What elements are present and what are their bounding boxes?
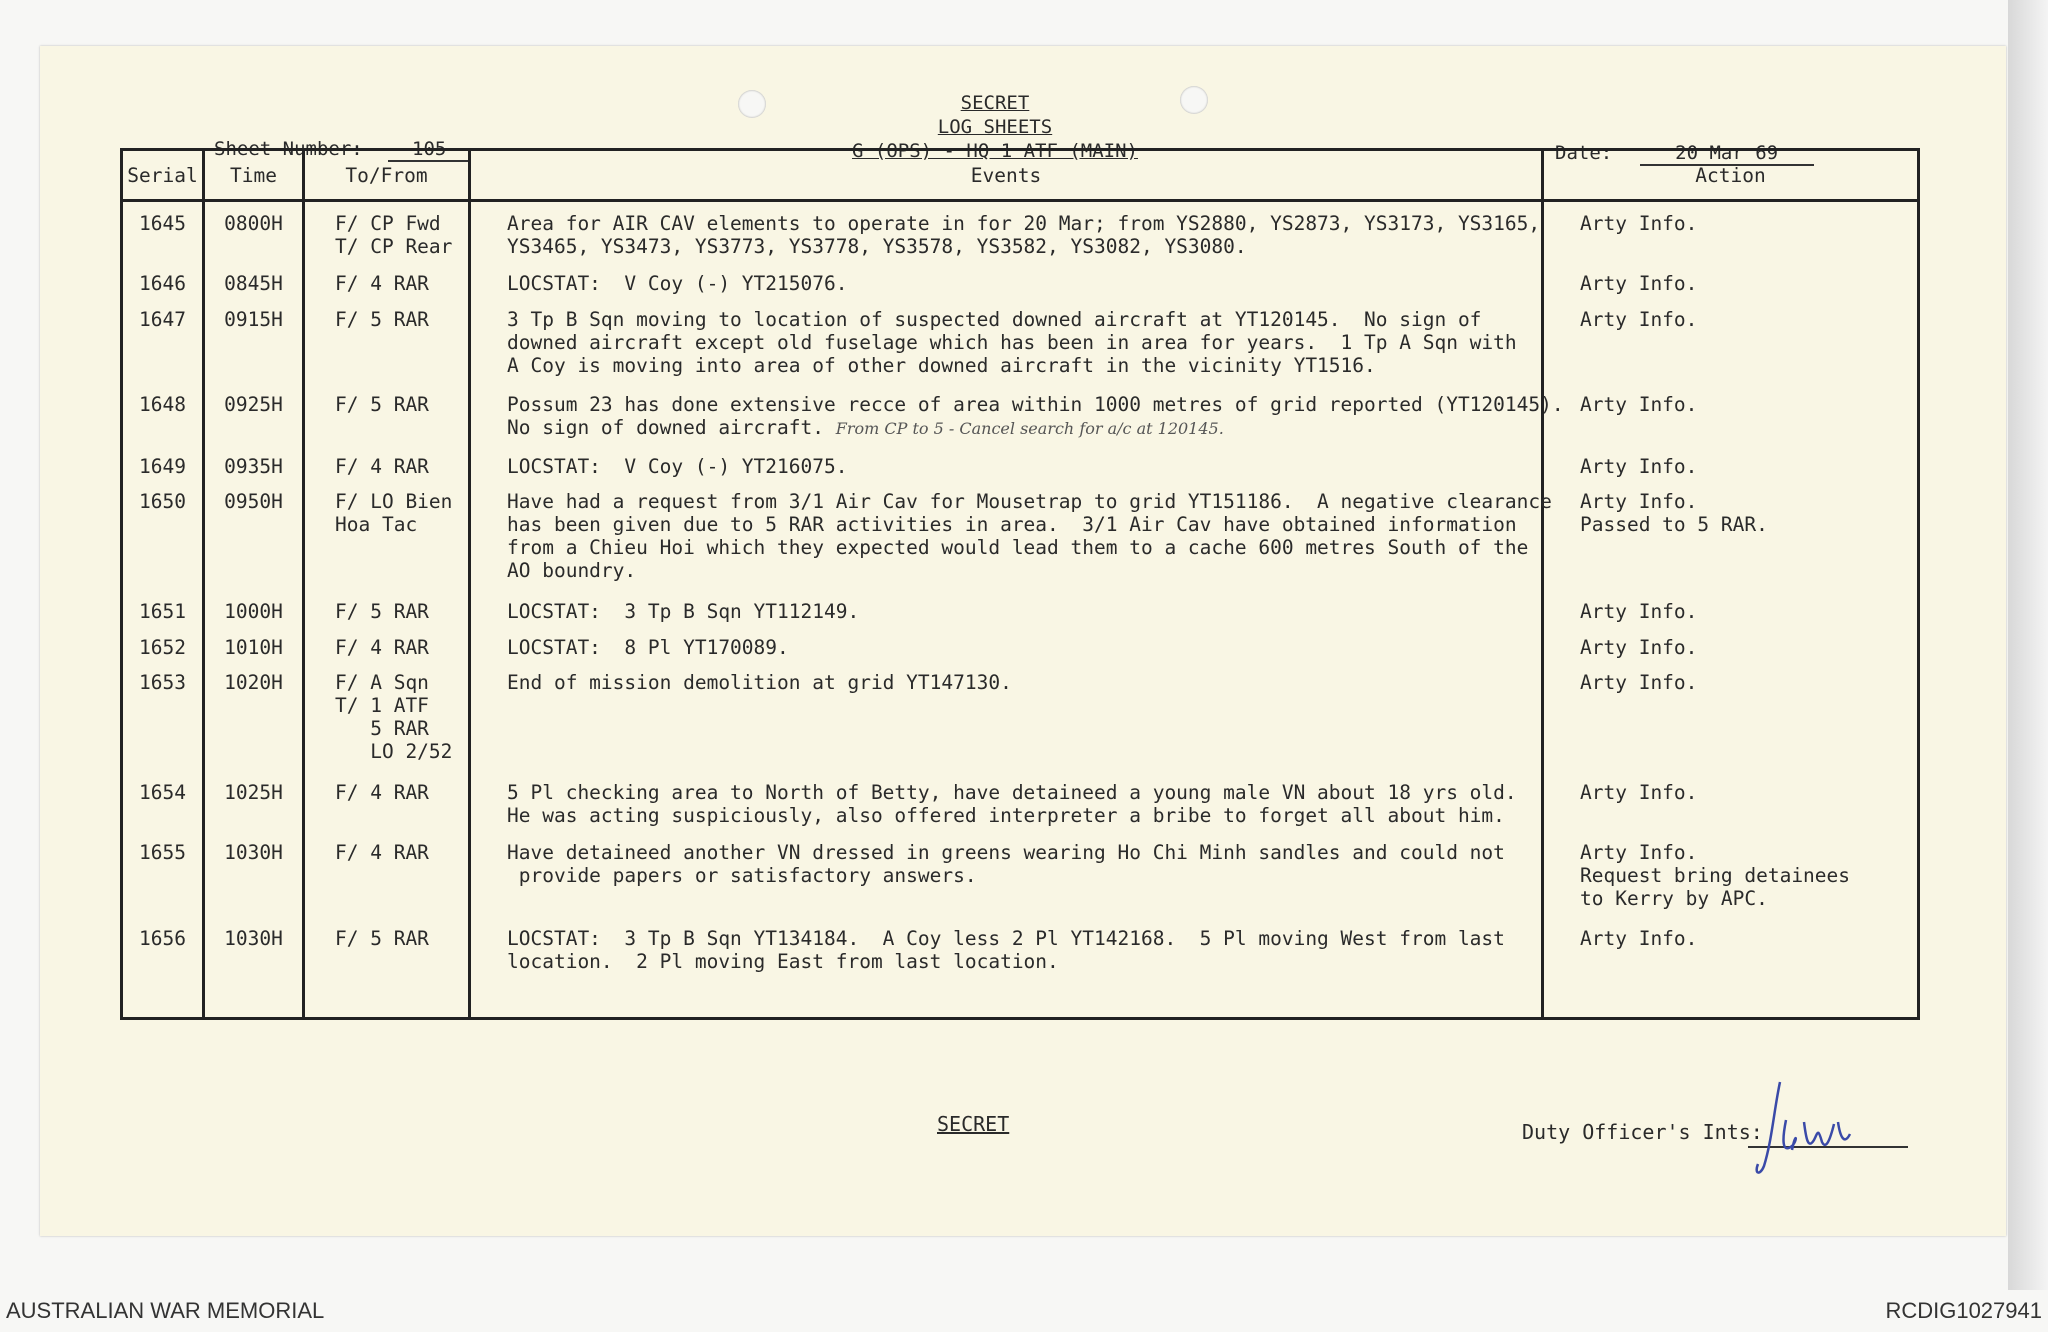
time-text: 1010H: [224, 635, 283, 659]
log-cell-serial: [122, 298, 204, 383]
log-row: [122, 917, 1919, 977]
serial-text: 1648: [139, 393, 186, 417]
document-title: LOG SHEETS: [937, 116, 1053, 138]
log-cell-serial: [122, 831, 204, 916]
log-cell-events: [470, 661, 1543, 771]
events-text: End of mission demolition at grid YT147130.: [507, 671, 1012, 695]
log-cell-action: [1543, 590, 1919, 626]
classification-header: SECRET: [960, 92, 1030, 114]
tofrom-text: F/ A Sqn T/ 1 ATF 5 RAR LO 2/52: [335, 671, 453, 764]
log-table-body: [122, 201, 1919, 1019]
log-cell-events: [470, 262, 1543, 298]
log-cell-events: [470, 201, 1543, 263]
log-row: [122, 626, 1919, 662]
serial-text: 1654: [139, 781, 186, 805]
log-cell-tofrom: [304, 661, 470, 771]
log-cell-events: [470, 445, 1543, 481]
unit-name: G (OPS) - HQ 1 ATF (MAIN): [852, 140, 1138, 162]
filler-cell: [122, 977, 204, 1019]
log-cell-action: [1543, 917, 1919, 977]
log-cell-serial: [122, 445, 204, 481]
serial-text: 1649: [139, 454, 186, 478]
tofrom-text: F/ 4 RAR: [335, 781, 429, 805]
tofrom-text: F/ CP Fwd T/ CP Rear: [335, 212, 453, 258]
log-cell-action: [1543, 262, 1919, 298]
time-text: 0915H: [224, 308, 283, 332]
events-text: LOCSTAT: 3 Tp B Sqn YT112149.: [507, 600, 860, 624]
log-cell-tofrom: [304, 445, 470, 481]
date-value: 20 Mar 69: [1640, 142, 1814, 166]
log-row: [122, 590, 1919, 626]
log-cell-action: [1543, 661, 1919, 771]
time-text: 1025H: [224, 781, 283, 805]
log-row: [122, 771, 1919, 831]
log-cell-serial: [122, 626, 204, 662]
classification-footer: SECRET: [937, 1112, 1010, 1136]
column-header-time: Time: [204, 150, 304, 201]
action-text: Arty Info.: [1580, 600, 1698, 624]
log-cell-tofrom: [304, 201, 470, 263]
punch-hole: [1180, 86, 1208, 114]
log-cell-events: [470, 626, 1543, 662]
time-text: 0925H: [224, 393, 283, 417]
log-table-header: [122, 150, 1919, 201]
sheet-number-value: 105: [388, 138, 470, 162]
serial-text: 1656: [139, 926, 186, 950]
events-text: 5 Pl checking area to North of Betty, have detaineed a young male VN about 18 yrs old. He was acting suspiciously, also offered interpreter a bribe to forget all about him.: [507, 781, 1517, 828]
serial-text: 1646: [139, 272, 186, 296]
action-text: Arty Info.: [1580, 781, 1698, 805]
tofrom-text: F/ 5 RAR: [335, 600, 429, 624]
log-row: [122, 445, 1919, 481]
events-text: 3 Tp B Sqn moving to location of suspected downed aircraft at YT120145. No sign of downed aircraft except old fuselage which has been in area for years. 1 Tp A Sqn with A Coy is moving into area of other downed aircraft in the vicinity YT1516.: [507, 308, 1517, 378]
column-header-serial: Serial: [122, 150, 204, 201]
log-cell-time: [204, 771, 304, 831]
log-cell-action: [1543, 201, 1919, 263]
log-cell-tofrom: [304, 383, 470, 444]
log-cell-action: [1543, 771, 1919, 831]
handwritten-note: From CP to 5 - Cancel search for a/c at 120145.: [835, 419, 1224, 439]
action-text: Arty Info.: [1580, 212, 1698, 235]
events-text: Possum 23 has done extensive recce of area within 1000 metres of grid reported (YT120145). No sign of downed aircraft.: [507, 393, 1564, 440]
log-cell-time: [204, 590, 304, 626]
time-text: 1020H: [224, 671, 283, 695]
log-cell-time: [204, 298, 304, 383]
time-text: 1030H: [224, 926, 283, 950]
log-cell-action: [1543, 445, 1919, 481]
log-cell-time: [204, 262, 304, 298]
time-text: 0845H: [224, 272, 283, 296]
events-text: LOCSTAT: V Coy (-) YT216075.: [507, 454, 848, 478]
log-cell-tofrom: [304, 590, 470, 626]
log-cell-tofrom: [304, 262, 470, 298]
tofrom-text: F/ 4 RAR: [335, 841, 429, 865]
events-text: Area for AIR CAV elements to operate in for 20 Mar; from YS2880, YS2873, YS3173, YS3165, YS3465, YS3473, YS3773, YS3778, YS3578, YS3582, YS3082, YS3080.: [507, 212, 1541, 258]
log-cell-tofrom: [304, 917, 470, 977]
serial-text: 1645: [139, 212, 186, 235]
log-cell-serial: [122, 917, 204, 977]
serial-text: 1653: [139, 671, 186, 695]
log-cell-time: [204, 661, 304, 771]
log-cell-events: [470, 480, 1552, 590]
column-header-tofrom: To/From: [304, 150, 470, 201]
log-row: [122, 201, 1919, 263]
log-cell-serial: [122, 590, 204, 626]
page-edge: [2008, 0, 2048, 1290]
log-cell-time: [204, 626, 304, 662]
filler-cell: [1543, 977, 1919, 1019]
log-cell-action: [1543, 298, 1919, 383]
log-cell-serial: [122, 201, 204, 263]
log-row: [122, 480, 1919, 590]
time-text: 0800H: [224, 212, 283, 235]
log-cell-events: [470, 590, 1543, 626]
log-cell-time: [204, 383, 304, 444]
action-text: Arty Info.: [1580, 635, 1698, 659]
log-row-filler: [122, 977, 1919, 1019]
log-row: [122, 383, 1919, 444]
tofrom-text: F/ 4 RAR: [335, 635, 429, 659]
log-cell-serial: [122, 262, 204, 298]
log-table: [120, 148, 1920, 1020]
time-text: 0950H: [224, 490, 283, 514]
filler-cell: [204, 977, 304, 1019]
log-row: [122, 262, 1919, 298]
log-cell-time: [204, 831, 304, 916]
column-header-events: Events: [470, 150, 1543, 201]
tofrom-text: F/ 4 RAR: [335, 272, 429, 296]
date-label: Date:: [1555, 142, 1613, 164]
serial-text: 1655: [139, 841, 186, 865]
serial-text: 1647: [139, 308, 186, 332]
action-text: Arty Info. Passed to 5 RAR.: [1580, 490, 1768, 537]
filler-cell: [470, 977, 1543, 1019]
log-cell-serial: [122, 480, 204, 590]
action-text: Arty Info.: [1580, 454, 1698, 478]
events-text: Have had a request from 3/1 Air Cav for Mousetrap to grid YT151186. A negative clearance has been given due to 5 RAR activities in area. 3/1 Air Cav have obtained information from a Chieu Hoi which they expected would lead them to a cache 600 metres South of the AO boundry.: [507, 490, 1552, 583]
duty-officer-label: Duty Officer's Ints:: [1522, 1120, 1763, 1144]
log-cell-action: [1543, 626, 1919, 662]
log-cell-time: [204, 480, 304, 590]
serial-text: 1651: [139, 600, 186, 624]
log-cell-events: [470, 383, 1564, 444]
log-cell-serial: [122, 383, 204, 444]
tofrom-text: F/ LO Bien Hoa Tac: [335, 490, 453, 537]
tofrom-text: F/ 5 RAR: [335, 393, 429, 417]
log-cell-time: [204, 445, 304, 481]
time-text: 0935H: [224, 454, 283, 478]
time-text: 1000H: [224, 600, 283, 624]
log-cell-time: [204, 201, 304, 263]
filler-cell: [304, 977, 470, 1019]
log-cell-tofrom: [304, 771, 470, 831]
log-cell-tofrom: [304, 626, 470, 662]
sheet-number-label: Sheet Number:: [214, 138, 363, 160]
tofrom-text: F/ 5 RAR: [335, 308, 429, 332]
log-cell-action: [1543, 383, 1919, 444]
events-text: LOCSTAT: V Coy (-) YT215076.: [507, 272, 848, 296]
log-cell-events: [470, 298, 1543, 383]
log-cell-tofrom: [304, 480, 470, 590]
log-cell-action: [1543, 480, 1919, 590]
log-cell-serial: [122, 661, 204, 771]
action-text: Arty Info.: [1580, 671, 1698, 695]
log-cell-events: [470, 917, 1543, 977]
tofrom-text: F/ 4 RAR: [335, 454, 429, 478]
log-cell-tofrom: [304, 298, 470, 383]
tofrom-text: F/ 5 RAR: [335, 926, 429, 950]
log-row: [122, 831, 1919, 916]
credit-left: AUSTRALIAN WAR MEMORIAL: [6, 1298, 325, 1323]
log-cell-events: [470, 831, 1543, 916]
time-text: 1030H: [224, 841, 283, 865]
log-cell-time: [204, 917, 304, 977]
serial-text: 1650: [139, 490, 186, 514]
credit-right: RCDIG1027941: [1885, 1298, 2042, 1323]
log-cell-action: [1543, 831, 1919, 916]
action-text: Arty Info.: [1580, 393, 1698, 417]
log-cell-tofrom: [304, 831, 470, 916]
log-row: [122, 661, 1919, 771]
log-cell-serial: [122, 771, 204, 831]
punch-hole: [738, 90, 766, 118]
serial-text: 1652: [139, 635, 186, 659]
duty-officer-signature: [1752, 1080, 1882, 1180]
action-text: Arty Info.: [1580, 308, 1698, 332]
events-text: Have detaineed another VN dressed in greens wearing Ho Chi Minh sandles and could not provide papers or satisfactory answers.: [507, 841, 1505, 888]
log-cell-events: [470, 771, 1543, 831]
action-text: Arty Info.: [1580, 926, 1698, 950]
action-text: Arty Info. Request bring detainees to Kerry by APC.: [1580, 841, 1851, 911]
log-row: [122, 298, 1919, 383]
action-text: Arty Info.: [1580, 272, 1698, 296]
column-header-action: Action: [1543, 150, 1919, 201]
events-text: LOCSTAT: 3 Tp B Sqn YT134184. A Coy less 2 Pl YT142168. 5 Pl moving West from last location. 2 Pl moving East from last location.: [507, 926, 1505, 973]
events-text: LOCSTAT: 8 Pl YT170089.: [507, 635, 789, 659]
